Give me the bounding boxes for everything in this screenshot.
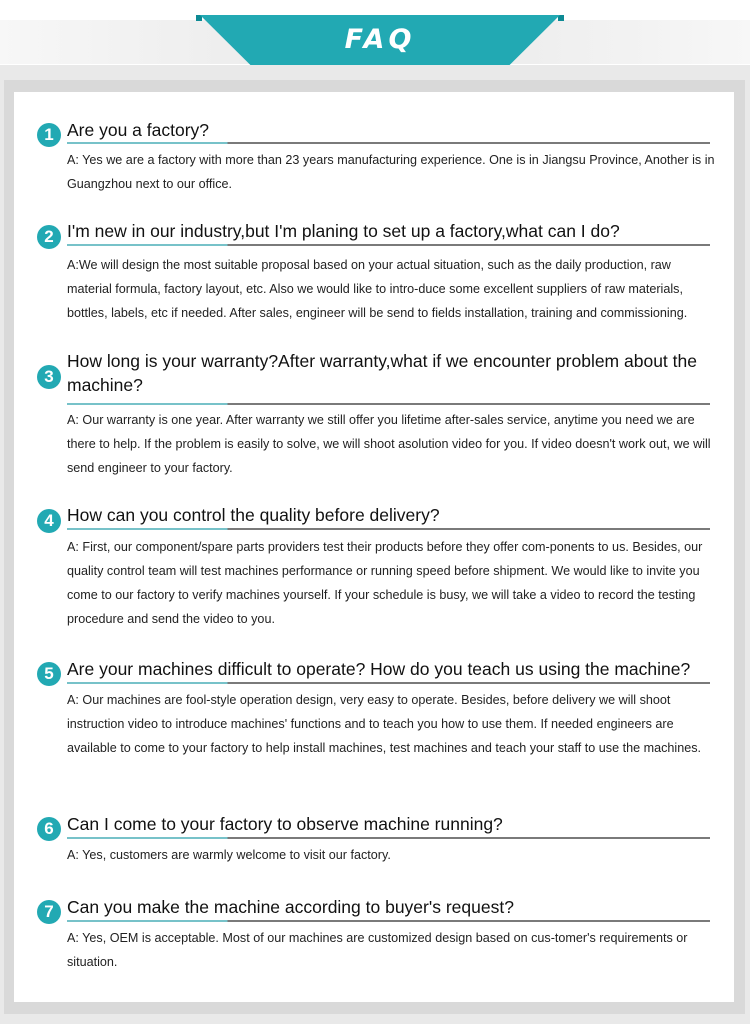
faq-answer: A: Our warranty is one year. After warranty we still offer you lifetime after-sales service, anytime you need we are there to help. If the problem is easily to solve, we will shoot asolution video for you. If video doesn't work out, we will send engineer to your factory.: [67, 413, 711, 475]
number-badge-icon: 6: [37, 817, 61, 841]
number-badge-icon: 4: [37, 509, 61, 533]
faq-answer: A: Yes we are a factory with more than 23 years manufacturing experience. One is in Jiangsu Province, Another is in Guangzhou next to our office.: [67, 153, 715, 191]
faq-answer: A: Our machines are fool-style operation design, very easy to operate. Besides, before delivery we will shoot instruction video to introduce machines' functions and to teach you how to use them. If needed engineers are available to come to your factory to help install machines, test machines and teach your staff to use the machines.: [67, 693, 701, 755]
faq-answer: A: First, our component/spare parts providers test their products before they offer com-ponents to us. Besides, our quality control team will test machines performance or running speed before shipment. We would like to invite you come to our factory to verify machines yourself. If your schedule is busy, we will take a video to record the testing procedure and send the video to you.: [67, 540, 703, 626]
faq-question: Can you make the machine according to buyer's request?: [67, 897, 514, 917]
question-underline: [67, 682, 710, 683]
faq-banner: [0, 0, 750, 65]
question-underline: [67, 244, 710, 245]
question-underline: [67, 142, 710, 143]
number-badge-icon: 7: [37, 900, 61, 924]
faq-question: Can I come to your factory to observe machine running?: [67, 814, 503, 834]
faq-question: Are you a factory?: [67, 120, 210, 140]
number-badge-icon: 2: [37, 225, 61, 249]
faq-answer: A: Yes, customers are warmly welcome to visit our factory.: [67, 848, 391, 862]
number-badge-icon: 1: [37, 123, 61, 147]
page-title: FAQ: [344, 24, 416, 55]
question-underline: [67, 837, 710, 838]
faq-answer: A: Yes, OEM is acceptable. Most of our machines are customized design based on cus-tomer's requirements or situation.: [67, 931, 688, 969]
question-underline: [67, 528, 710, 529]
question-underline: [67, 403, 710, 404]
faq-question: Are your machines difficult to operate? How do you teach us using the machine?: [67, 659, 691, 679]
number-badge-icon: 3: [37, 365, 61, 389]
faq-question: How long is your warranty?After warranty,what if we encounter problem about the machine?: [67, 351, 697, 395]
question-underline: [67, 920, 710, 921]
faq-question: I'm new in our industry,but I'm planing to set up a factory,what can I do?: [67, 221, 620, 241]
number-badge-icon: 5: [37, 662, 61, 686]
faq-answer: A:We will design the most suitable proposal based on your actual situation, such as the daily production, raw material formula, factory layout, etc. Also we would like to intro-duce some excellent suppliers of raw materials, bottles, labels, etc if needed. After sales, engineer will be send to fields installation, training and commissioning.: [67, 258, 688, 320]
faq-question: How can you control the quality before delivery?: [67, 505, 440, 525]
